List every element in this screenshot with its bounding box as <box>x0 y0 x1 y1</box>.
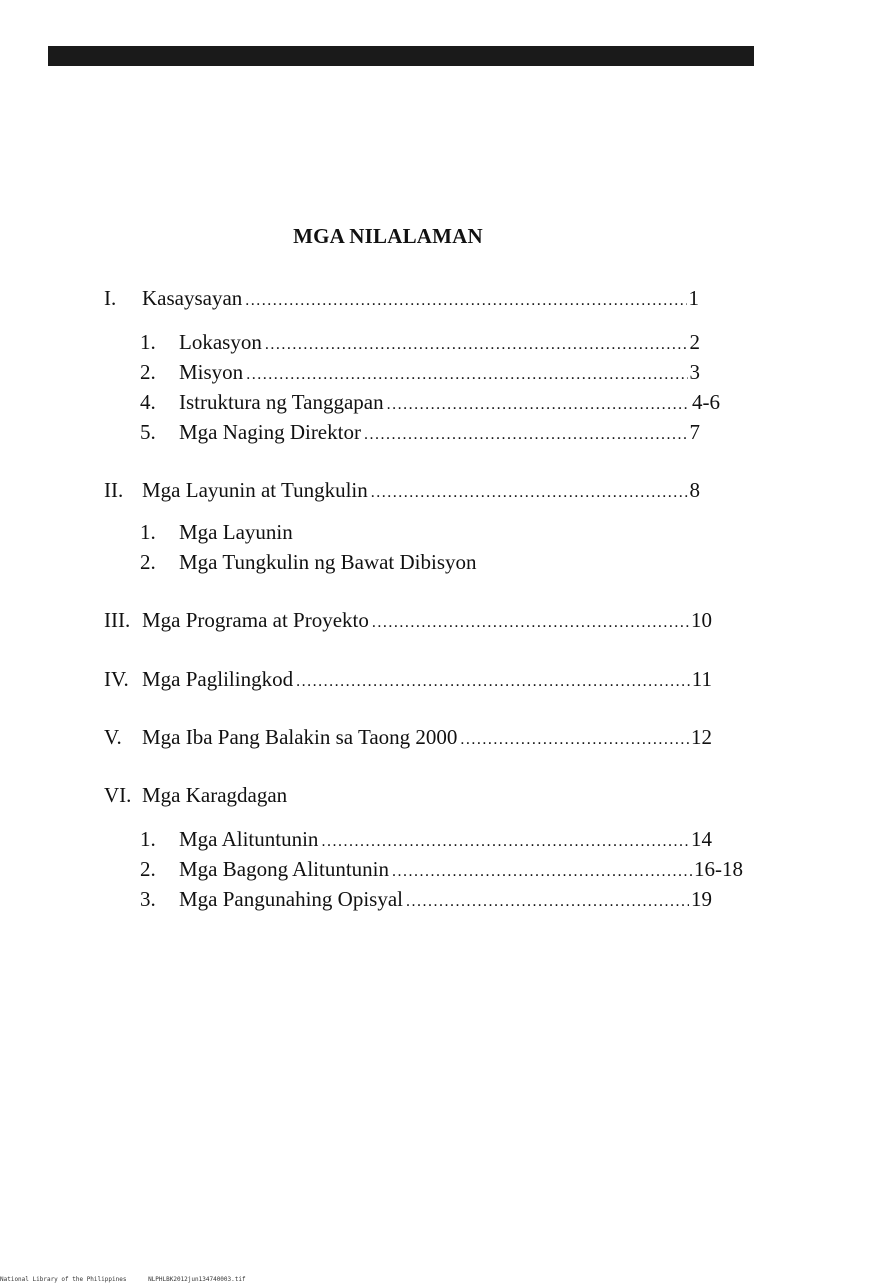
toc-subentry-label: Lokasyon <box>179 330 262 354</box>
library-credit: National Library of the Philippines <box>0 1276 127 1283</box>
toc-entry-number: IV. <box>104 667 129 691</box>
toc-entry-karagdagan <box>104 781 287 809</box>
toc-entry-number: V. <box>104 725 122 749</box>
toc-subentry-page: 7 <box>689 420 700 444</box>
toc-subentry-label: Mga Tungkulin ng Bawat Dibisyon <box>179 550 477 574</box>
dot-leader <box>371 479 688 507</box>
toc-subentry-label: Mga Layunin <box>179 520 293 544</box>
toc-subentry-page: 14 <box>691 827 712 851</box>
toc-entry-kasaysayan <box>104 284 699 315</box>
top-black-bar <box>48 46 754 66</box>
toc-subentry-misyon <box>140 358 700 389</box>
dot-leader <box>296 668 690 696</box>
toc-entry-number: III. <box>104 608 131 632</box>
dot-leader <box>246 361 687 389</box>
toc-subentry-page: 16-18 <box>694 857 743 881</box>
toc-subentry-number: 2. <box>140 550 156 574</box>
dot-leader <box>392 858 692 886</box>
toc-entry-paglilingkod <box>104 665 712 696</box>
toc-entry-label: Mga Layunin at Tungkulin <box>142 478 368 502</box>
toc-entry-page: 1 <box>688 286 699 310</box>
toc-entry-page: 12 <box>691 725 712 749</box>
scan-footer-note <box>0 1276 264 1283</box>
toc-entry-label: Mga Paglilingkod <box>142 667 294 691</box>
toc-subentry-label: Mga Pangunahing Opisyal <box>179 887 403 911</box>
toc-subentry-mga-bagong-alituntunin <box>140 855 743 886</box>
toc-subentry-number: 1. <box>140 827 156 851</box>
toc-entry-iba-pang-balakin <box>104 723 712 754</box>
toc-entry-layunin-at-tungkulin <box>104 476 700 507</box>
scan-filename: NLPHLBK2012jun134740003.tif <box>148 1276 246 1283</box>
toc-entry-programa-at-proyekto <box>104 606 712 637</box>
dot-leader <box>321 828 689 856</box>
toc-entry-number: I. <box>104 286 117 310</box>
toc-subentry-number: 1. <box>140 330 156 354</box>
toc-subentry-mga-pangunahing-opisyal <box>140 885 712 916</box>
dot-leader <box>387 391 690 419</box>
toc-subentry-label: Istruktura ng Tanggapan <box>179 390 384 414</box>
toc-subentry-istruktura <box>140 388 720 419</box>
toc-subentry-number: 5. <box>140 420 156 444</box>
toc-subentry-mga-naging-direktor <box>140 418 700 449</box>
toc-entry-page: 10 <box>691 608 712 632</box>
dot-leader <box>460 726 689 754</box>
toc-subentry-label: Misyon <box>179 360 244 384</box>
toc-subentry-number: 3. <box>140 887 156 911</box>
toc-subentry-mga-alituntunin <box>140 825 712 856</box>
toc-subentry-label: Mga Alituntunin <box>179 827 319 851</box>
dot-leader <box>364 421 688 449</box>
toc-entry-page: 11 <box>691 667 712 691</box>
toc-subentry-label: Mga Naging Direktor <box>179 420 361 444</box>
toc-entry-page: 8 <box>689 478 700 502</box>
dot-leader <box>265 331 688 359</box>
toc-subentry-mga-tungkulin <box>140 548 477 576</box>
toc-subentry-page: 19 <box>691 887 712 911</box>
toc-subentry-page: 4-6 <box>692 390 720 414</box>
toc-entry-number: VI. <box>104 783 132 807</box>
toc-subentry-mga-layunin <box>140 518 293 546</box>
toc-entry-label: Mga Iba Pang Balakin sa Taong 2000 <box>142 725 458 749</box>
toc-entry-number: II. <box>104 478 124 502</box>
toc-subentry-page: 2 <box>689 330 700 354</box>
toc-subentry-number: 4. <box>140 390 156 414</box>
toc-entry-label: Mga Programa at Proyekto <box>142 608 369 632</box>
toc-subentry-lokasyon <box>140 328 700 359</box>
toc-subentry-page: 3 <box>689 360 700 384</box>
page-title: MGA NILALAMAN <box>293 224 483 248</box>
dot-leader <box>406 888 689 916</box>
toc-entry-label: Kasaysayan <box>142 286 243 310</box>
toc-subentry-number: 1. <box>140 520 156 544</box>
toc-subentry-number: 2. <box>140 360 156 384</box>
toc-entry-label: Mga Karagdagan <box>142 783 288 807</box>
dot-leader <box>372 609 689 637</box>
dot-leader <box>245 287 686 315</box>
toc-subentry-number: 2. <box>140 857 156 881</box>
toc-subentry-label: Mga Bagong Alituntunin <box>179 857 389 881</box>
